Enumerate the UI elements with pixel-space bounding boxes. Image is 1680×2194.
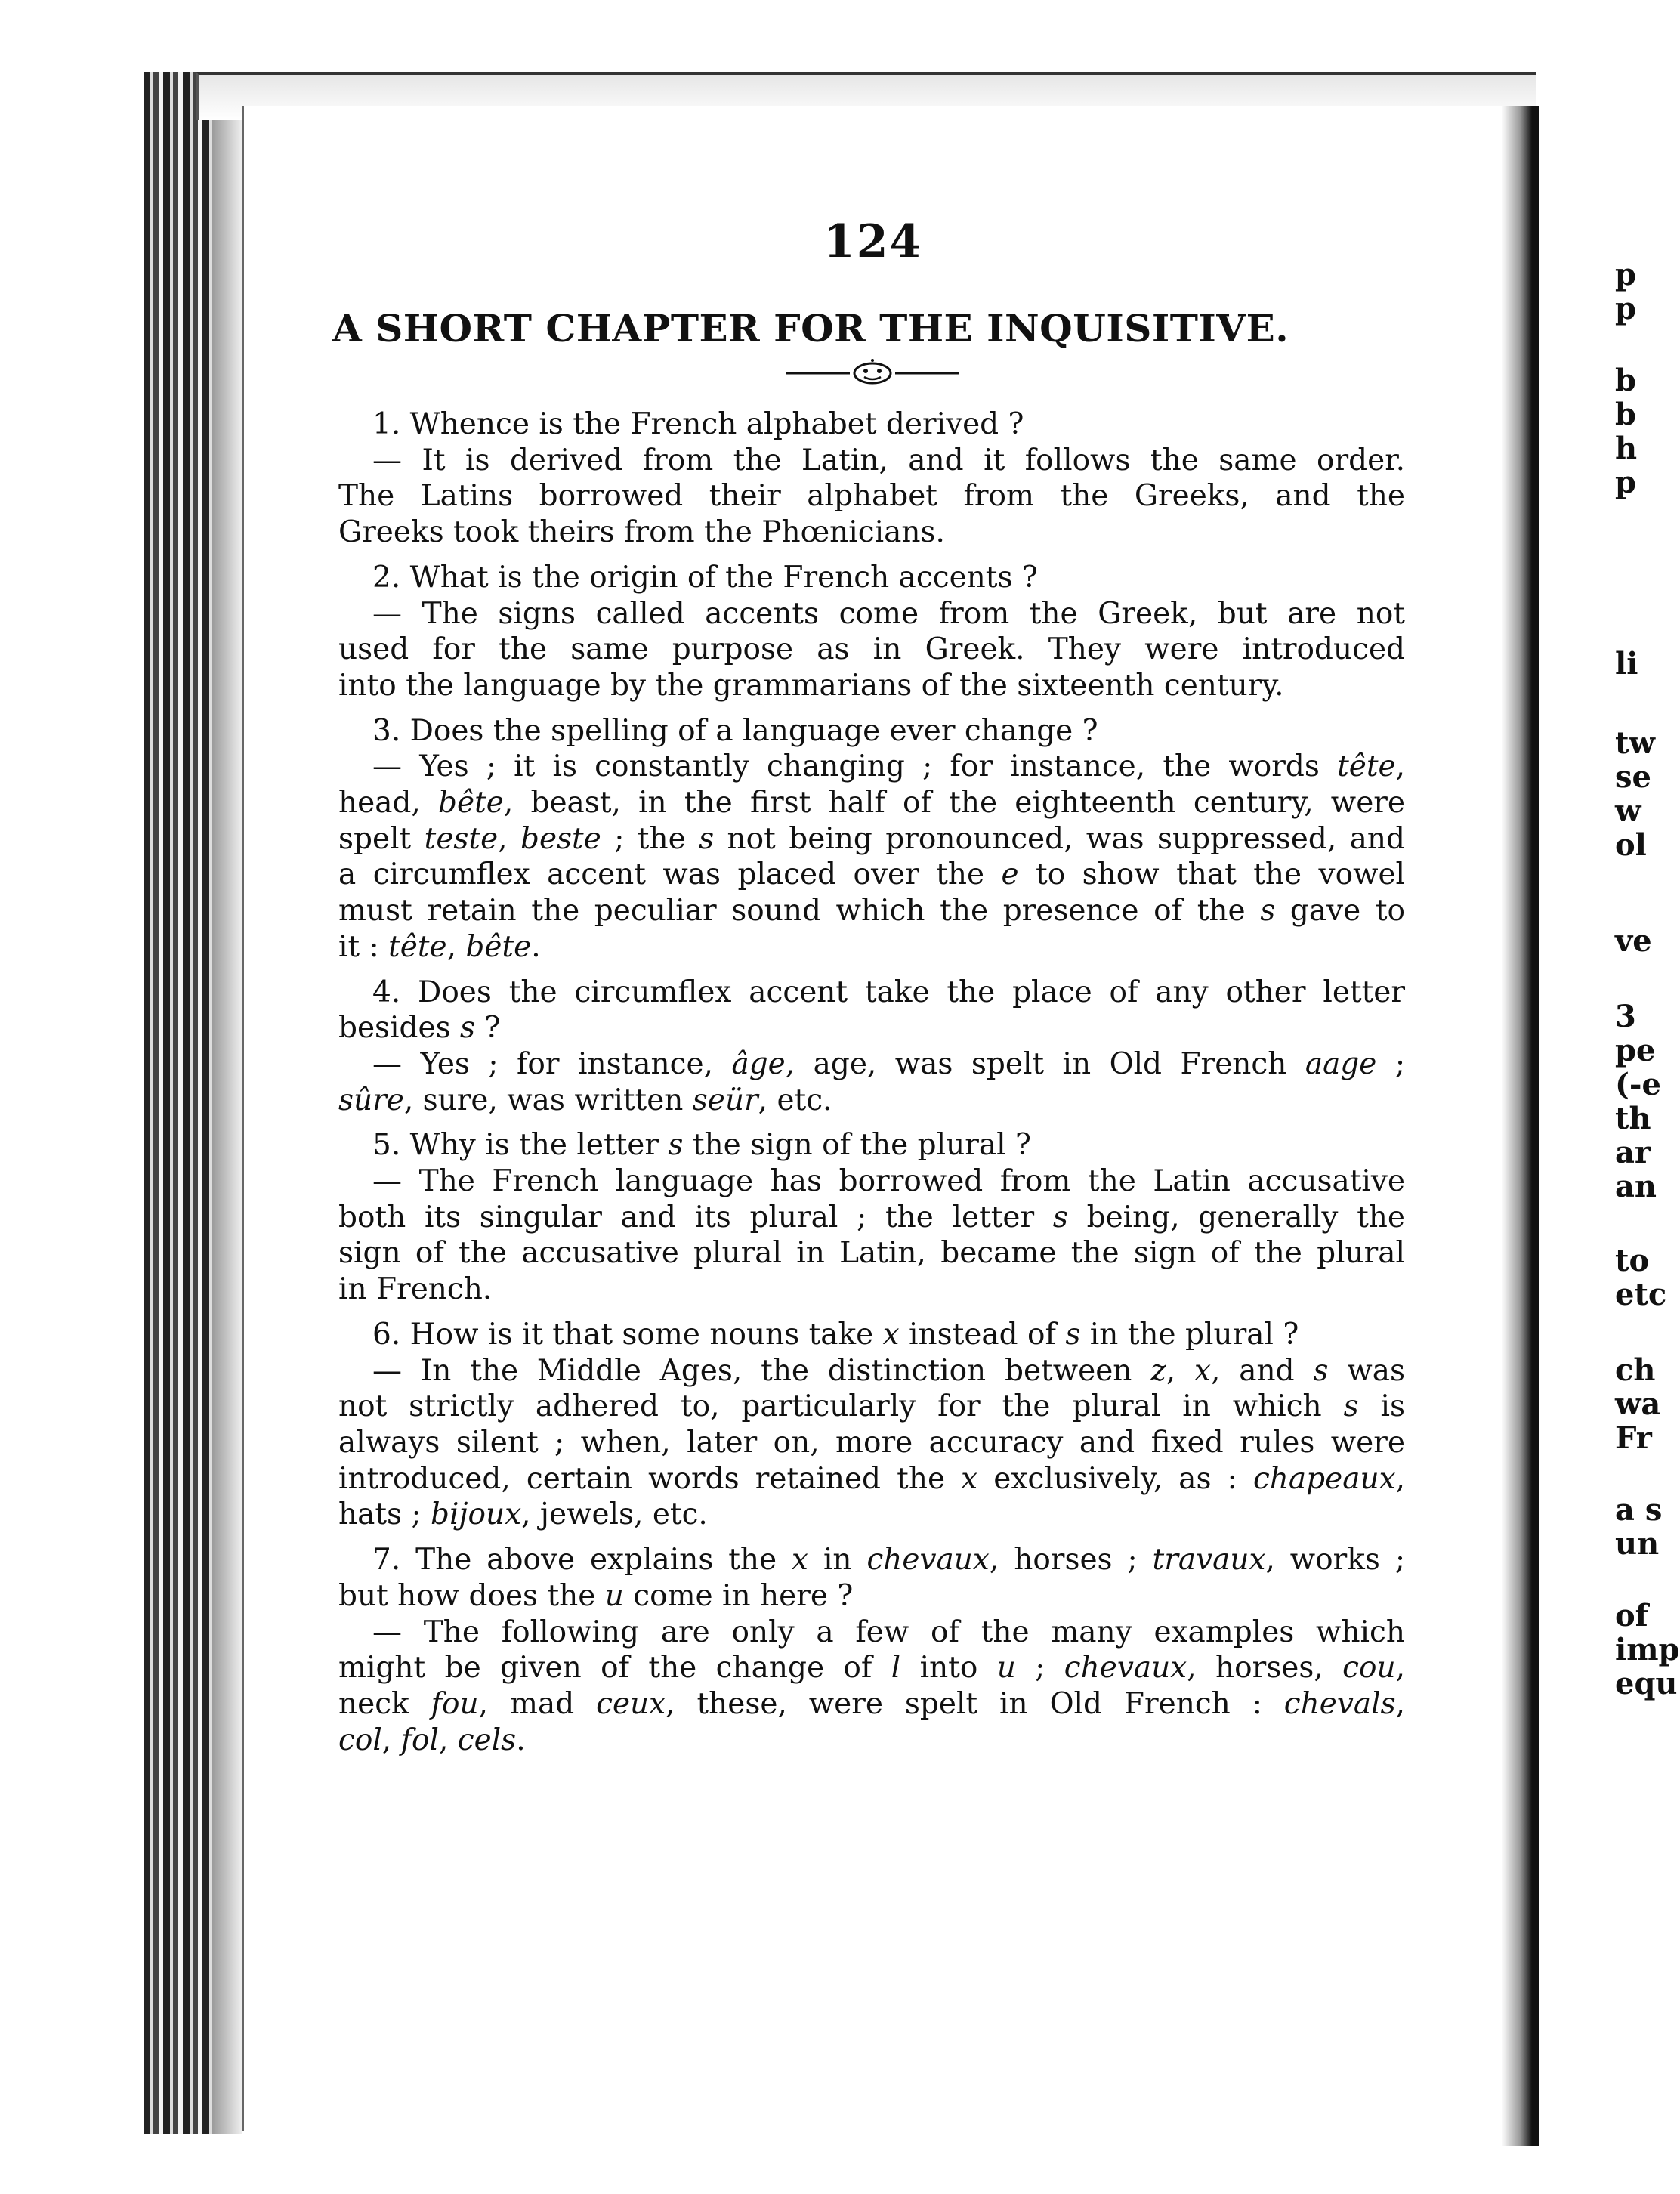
paragraph-gap <box>338 1118 1405 1127</box>
text-line: used for the same purpose as in Greek. They were introduced <box>338 632 1405 667</box>
paragraph-gap <box>338 966 1405 975</box>
text-line: in French. <box>338 1272 493 1307</box>
text-line: both its singular and its plural ; the letter s being, generally the <box>338 1200 1405 1235</box>
right-page-fragment: a s <box>1615 1492 1663 1528</box>
right-page-fragment: b <box>1615 363 1636 398</box>
paragraph-gap <box>338 1308 1405 1317</box>
book-gutter <box>1502 106 1532 2146</box>
right-page-fragment: h <box>1615 431 1638 466</box>
right-page-fragment: equ <box>1615 1666 1678 1701</box>
right-page-fragment: Fr <box>1615 1420 1652 1456</box>
page-number: 124 <box>823 215 923 268</box>
right-page-fragment: 3 <box>1615 999 1636 1034</box>
right-page-fragment: ar <box>1615 1135 1651 1170</box>
text-line: 1. Whence is the French alphabet derived ? <box>372 407 1024 441</box>
right-page-fragment: tw <box>1615 725 1655 761</box>
text-line: 4. Does the circumflex accent take the place of any other letter <box>372 975 1405 1009</box>
text-line: introduced, certain words retained the x exclusively, as : chapeaux, <box>338 1461 1405 1496</box>
text-line: hats ; bijoux, jewels, etc. <box>338 1497 708 1532</box>
right-page-fragment: to <box>1615 1243 1650 1278</box>
text-line: — The following are only a few of the many examples which <box>372 1615 1405 1649</box>
right-page-fragment: imp <box>1615 1632 1680 1667</box>
right-page-fragment: b <box>1615 397 1636 432</box>
text-line: sûre, sure, was written seür, etc. <box>338 1083 832 1117</box>
text-line: 3. Does the spelling of a language ever change ? <box>372 713 1098 748</box>
text-line: — In the Middle Ages, the distinction between z, x, and s was <box>372 1353 1405 1388</box>
text-line: head, bête, beast, in the first half of the eighteenth century, were <box>338 786 1405 820</box>
text-line: col, fol, cels. <box>338 1723 526 1757</box>
text-line: — Yes ; for instance, âge, age, was spelt in Old French aage ; <box>372 1046 1405 1081</box>
right-page-fragment: li <box>1615 646 1638 681</box>
right-page-fragment: ch <box>1615 1352 1656 1388</box>
right-page-fragment: ol <box>1615 827 1647 863</box>
right-page-fragment: p <box>1615 257 1636 292</box>
text-line: might be given of the change of l into u ; chevaux, horses, cou, <box>338 1651 1405 1686</box>
right-page-fragment: w <box>1615 793 1641 829</box>
text-line: but how does the u come in here ? <box>338 1578 854 1613</box>
text-line: — Yes ; it is constantly changing ; for instance, the words tête, <box>372 749 1405 784</box>
text-line: besides s ? <box>338 1011 501 1046</box>
right-page-fragment: p <box>1615 465 1636 500</box>
text-line: into the language by the grammarians of the sixteenth century. <box>338 668 1284 703</box>
text-line: — The signs called accents come from the Greek, but are not <box>372 596 1405 631</box>
text-line: 6. How is it that some nouns take x instead of s in the plural ? <box>372 1317 1299 1352</box>
text-line: 2. What is the origin of the French accents ? <box>372 560 1038 595</box>
right-page-fragment: se <box>1615 759 1651 795</box>
text-line: — It is derived from the Latin, and it follows the same order. <box>372 443 1405 477</box>
chapter-title: A SHORT CHAPTER FOR THE INQUISITIVE. <box>332 306 1289 351</box>
text-line: spelt teste, beste ; the s not being pronounced, was suppressed, and <box>338 821 1406 856</box>
right-page-bleed <box>1539 106 1680 2146</box>
ornament-divider-icon <box>786 360 959 386</box>
paragraph-gap <box>338 551 1405 560</box>
text-line: The Latins borrowed their alphabet from the Greeks, and the <box>338 479 1405 514</box>
gutter-shadow <box>1532 106 1539 2146</box>
text-line: a circumflex accent was placed over the e to show that the vowel <box>338 858 1405 892</box>
text-line: 7. The above explains the x in chevaux, horses ; travaux, works ; <box>372 1543 1405 1578</box>
right-page-fragment: th <box>1615 1101 1651 1136</box>
text-line: it : tête, bête. <box>338 929 541 964</box>
text-line: sign of the accusative plural in Latin, became the sign of the plural <box>338 1236 1405 1271</box>
right-page-fragment: wa <box>1615 1386 1661 1422</box>
text-line: — The French language has borrowed from the Latin accusative <box>372 1164 1405 1199</box>
text-line: not strictly adhered to, particularly for the plural in which s is <box>338 1389 1405 1424</box>
book-leaf-edges <box>144 72 242 2134</box>
right-page-fragment: an <box>1615 1169 1657 1204</box>
right-page-fragment: p <box>1615 291 1636 326</box>
right-page-fragment: etc <box>1615 1277 1667 1312</box>
right-page-fragment: of <box>1615 1598 1648 1633</box>
right-page-fragment: ve <box>1615 923 1652 959</box>
text-line: 5. Why is the letter s the sign of the plural ? <box>372 1128 1031 1163</box>
text-line: neck fou, mad ceux, these, were spelt in Old French : chevals, <box>338 1686 1406 1721</box>
right-page-fragment: pe <box>1615 1033 1656 1068</box>
paragraph-gap <box>338 1533 1405 1542</box>
text-line: always silent ; when, later on, more accuracy and fixed rules were <box>338 1425 1405 1460</box>
chapter-body <box>338 406 1405 1758</box>
right-page-fragment: (-e <box>1615 1067 1661 1102</box>
right-page-fragment: un <box>1615 1526 1660 1562</box>
paragraph-gap <box>338 704 1405 713</box>
text-line: must retain the peculiar sound which the presence of the s gave to <box>338 894 1405 929</box>
text-line: Greeks took theirs from the Phœnicians. <box>338 515 945 550</box>
